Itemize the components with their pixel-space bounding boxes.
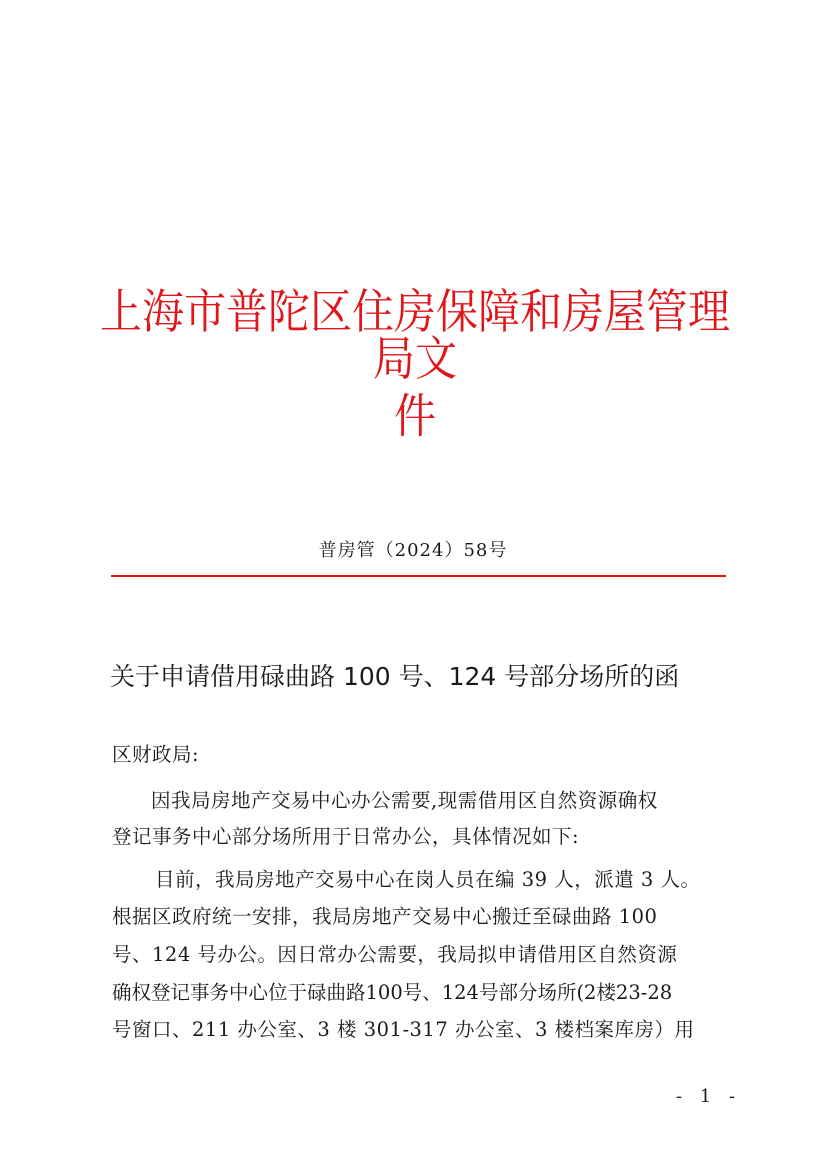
salutation: 区财政局: xyxy=(112,743,200,766)
body-line-3: 目前，我局房地产交易中心在岗人员在编 39 人，派遣 3 人。 xyxy=(155,868,701,891)
issuer-title-line-2: 件 xyxy=(393,389,436,444)
body-line-6: 确权登记事务中心位于碌曲路100号、124号部分场所(2楼23-28 xyxy=(112,981,673,1004)
body-line-5: 号、124 号办公。因日常办公需要，我局拟申请借用区自然资源 xyxy=(112,943,678,966)
red-divider xyxy=(111,575,726,577)
body-line-2: 登记事务中心部分场所用于日常办公，具体情况如下: xyxy=(112,825,580,848)
body-line-1: 因我局房地产交易中心办公需要,现需借用区自然资源确权 xyxy=(151,789,658,812)
document-number: 普房管（2024）58号 xyxy=(318,540,508,561)
document-subject: 关于申请借用碌曲路 100 号、124 号部分场所的函 xyxy=(110,662,680,691)
issuer-title-line-1: 上海市普陀区住房保障和房屋管理局文 xyxy=(100,284,731,387)
body-line-4: 根据区政府统一安排，我局房地产交易中心搬迁至碌曲路 100 xyxy=(112,905,658,928)
body-line-7: 号窗口、211 办公室、3 楼 301-317 办公室、3 楼档案库房）用 xyxy=(112,1018,695,1041)
page-number: - 1 - xyxy=(676,1086,742,1107)
